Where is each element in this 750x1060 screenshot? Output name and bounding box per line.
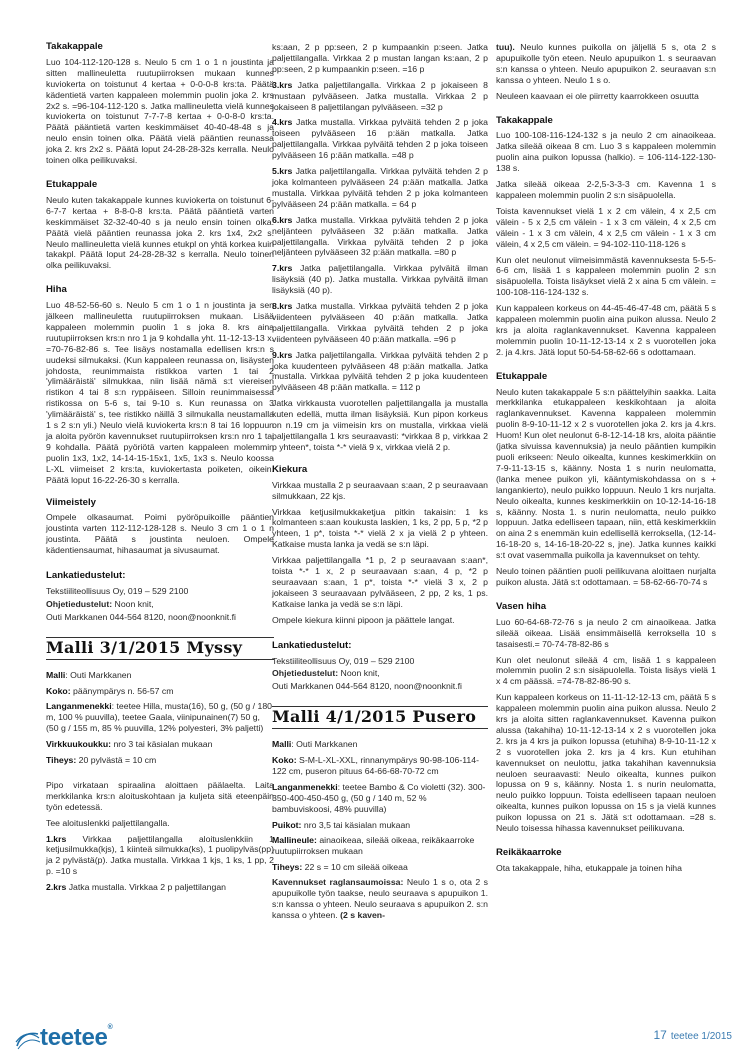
row-instruction: 4.krs Jatka mustalla. Virkkaa pylväitä tehden 2 p joka toiseen pylvääseen 16 p:ään matkalla. Jatka paljettilangalla. Virkkaa pylväitä tehden 2 p joka toiseen pylvääseen 16 p:ään matkalla. =48 p [272, 117, 488, 161]
paragraph: Luo 48-52-56-60 s. Neulo 5 cm 1 o 1 n joustinta ja sen jälkeen mallineuletta ruutupiirroksen mukaan. Lisää kappaleen molemmin puolin 1 s joka 8. krs aina ruutupiirroksen krs:n nro 1 ja 9 kohdalla yht. 11-12-13-13 x. =70-76-82-86 s. Tee lisäys nostamalla edellisen krs:n s uudeksi silmukaksi. (Kun kappaleen reunassa on, lisäysten johdosta, reunimmaista ristikkoa varten 1 tai 2 'ylimääräistä' silmukkaa, niin lisää nämä s:t viereisen ristikon 4 tai 8 s:n ryppäiseen. Silloin reunimmaisessa ristikossa on 5-6 s, tai 9-10 s. Kun reunassa on 3 'ylimääräistä' s, tee ristikko näillä 3 silmukalla neustamalla 1 s 2 s:n yli.) Neulo vielä kuviokerta krs:n 8 tai 16 loppuun ja aloita pyörön kavennukset ruutupiirroksen krs:n nro 1 tai 9 kohdalla. Päätä pyöriötä varten kappaleen molemmin puolin 1x3, 1x2, 14-14-15-15x1, 1x5, 1x3 s. Neulo koossa L-XL viimeiset 2 krs:ta, kuviokertasta poiketen, oikein. Päätä loput 16-22-26-30 s kerralla. [46, 300, 274, 485]
paragraph: Kun olet neulonut sileää 4 cm, lisää 1 s kappaleen molemmin puolin 2 s:n sisäpuolella. Toista lisäys vielä 1 x 4 cm päässä. =74-78-82-86-90 s. [496, 654, 716, 687]
paragraph: Virkkaa mustalla 2 p seuraavaan s:aan, 2 p seuraavaan silmukkaan, 22 kjs. [272, 479, 488, 501]
row-instruction: 2.krs Jatka mustalla. Virkkaa 2 p paljettilangan [46, 882, 226, 893]
issue-label: teetee 1/2015 [670, 1031, 732, 1042]
row-instruction: 8.krs Jatka mustalla. Virkkaa pylväitä tehden 2 p joka viidenteen pylvääseen 40 p:ään matkalla. Jatka paljettilangalla. Virkkaa pylväitä tehden 2 p joka viidenteen pylvääseen 40 p:ään matkalla. =96 p [272, 301, 488, 344]
pattern-title: Malli 3/1/2015 Myssy [46, 637, 243, 657]
row-instruction: 5.krs Jatka paljettilangalla. Virkkaa pylväitä tehden 2 p joka kolmanteen pylvääseen 24 p:ään matkalla. Jatka mustalla. Virkkaa pylväitä tehden 2 p joka kolmanteen pylvääseen 24 p:ään matkalla. = 64 p [272, 166, 488, 209]
contact-line: Tekstiiliteollisuus Oy, 019 – 529 2100 [46, 585, 189, 596]
heading-hiha: Hiha [46, 284, 67, 296]
heading-reikakaarroke: Reikäkaarroke [496, 847, 562, 858]
heading-etukappale: Etukappale [496, 370, 548, 382]
teetee-logo [14, 1022, 114, 1052]
column-2 [272, 42, 488, 926]
paragraph: Kun olet neulonut viimeisimmästä kavennuksesta 5-5-5-6-6 cm, lisää 1 s kappaleen molemmin puolin 2 s:n sisäpuolella. Toista lisäykset vielä 2 x aina 5 cm välein. = 100-108-116-124-132 s. [496, 254, 716, 298]
paragraph: Kun kappaleen korkeus on 44-45-46-47-48 cm, päätä 5 s kappaleen molemmin puolin aina puikon alussa. Neulo 2 krs ja aloita raglankavennukset. Kavenna kappaleen molemmin puolin 10-11-12-13-14 x 2 s vuorotellen joka 2. ja 4.krs. Jätä loput 50-54-58-62-66 s odottamaan. [496, 303, 716, 357]
pattern-title-bar [46, 637, 274, 660]
contact-line: Ohjetiedustelut: Noon knit, [272, 668, 380, 679]
contact-line: Ohjetiedustelut: Noon knit, [46, 598, 154, 609]
contact-line: Outi Markkanen 044-564 8120, noon@noonknit.fi [46, 611, 236, 622]
paragraph: tuu). Neulo kunnes puikolla on jäljellä 5 s, ota 2 s apupuikolle työn eteen. Neulo apupuikon 1. s seuraavan s:n kanssa o yhteen. Neulo apupuikon 2. seuraavan s:n kanssa o yhteen. Neulo 1 s o. [496, 42, 716, 85]
paragraph: Neulo kuten takakappale 5 s:n päättelyihin saakka. Laita merkkilanka etukappaleen keskikohtaan ja aloita raglankavennukset. Kavenna kappaleen molemmin puolin 8-9-10-11-12 x 2 s vuorotellen joka 2. krs ja 4.krs. Huom! Kun olet neulonut 6-8-12-14-18 krs, aloita pääntie (jatka sivuissa kavennuksia) ja neulo pääntien kumpikin puoli erikseen: Neulo oikealta, kunnes keskimerkkiin on 7-9-11-13-15 s, käänny. Nosta 1 s nurin neulomatta, (lanka menee puikon yli, kääntymiskohdassa on s + langankierto), neulo puikko loppuun. Neulo 1 krs nurjalta. Neulo oikealta, kunnes keskimerkkiin on 10-12-14-16-18 s, käänny. Nosta 1. s nurin neulomatta, neulo puikko loppuun. Jatka edelliseen tapaan, niin, että keskimerkkiin on aina 2 s enemmän kuin edellisellä kerroksella, (12-14-16-18-20 s, 14-16-18-20-22 s, jne). Jatka kunnes kaikki s:t ovat vasemmalla puikolla ja kavennukset on tehty. [496, 386, 716, 561]
row-instruction: 9.krs Jatka paljettilangalla. Virkkaa pylväitä tehden 2 p joka kuudenteen pylvääseen 48 p:ään matkalla. Jatka mustalla. Virkkaa pylväitä tehden 2 p joka kuudenteen pylvääseen 48 p:ään matkalla. = 112 p [272, 349, 488, 393]
heading-viimeistely: Viimeistely [46, 496, 96, 508]
paragraph: Toista kavennukset vielä 1 x 2 cm välein, 4 x 2,5 cm välein - 5 x 2,5 cm välein - 1 x 3 cm välein, 4 x 2,5 cm välein - 1 x 3 cm välein, 4 x 2,5 cm välein - 1 x 3 cm välein, 4 x 2,5 cm välein. = 94-102-110-118-126 s [496, 205, 716, 249]
heading-vasen-hiha: Vasen hiha [496, 600, 547, 612]
spec-tiheys: Tiheys: 22 s = 10 cm sileää oikeaa [272, 862, 408, 873]
spec-koko: Koko: S-M-L-XL-XXL, rinnanympärys 90-98-106-114-122 cm, puseron pituus 64-66-68-70-72 cm [272, 755, 479, 776]
logo-wordmark: teetee® [40, 1024, 113, 1051]
heading-takakappale: Takakappale [496, 114, 553, 126]
paragraph: Jatka virkkausta vuorotellen paljettilangalla ja mustalla kuten edellä, mutta ilman lisäyksiä. Kun pipon korkeus on n.19 cm ja viimeisin krs on mustalla, virkkaa vielä paljettilangalla 1 krs seuraavasti: *virkkaa 8 p, virkkaa 2 p yhteen*, toista *-* vielä 9 x, virkkaa vielä 2 p. [272, 398, 488, 452]
contact-line: Outi Markkanen 044-564 8120, noon@noonknit.fi [272, 681, 462, 692]
row-instruction: 7.krs Jatka paljettilangalla. Virkkaa pylväitä ilman lisäyksiä (40 p). Jatka mustalla. Virkkaa pylväitä ilman lisäyksiä (40 p). [272, 263, 488, 296]
heading-etukappale: Etukappale [46, 178, 98, 190]
column-1 [46, 42, 274, 898]
paragraph: Tee aloituslenkki paljettilangalla. [46, 817, 170, 828]
pattern-title: Malli 4/1/2015 Pusero [272, 707, 477, 727]
heading-kiekura: Kiekura [272, 463, 308, 475]
heading-takakappale: Takakappale [46, 41, 103, 52]
contact-block [46, 571, 274, 623]
paragraph: Pipo virkataan spiraalina aloittaen päälaelta. Laita merkkilanka krs:n aloituskohtaan ja kuljeta sitä eteenpäin työn edetessä. [46, 779, 274, 812]
paragraph: Ompele kiekura kiinni pipoon ja päättele langat. [272, 614, 455, 625]
spec-langanmenekki: Langanmenekki: teetee Bambo & Co violetti (32). 300-350-400-450-450 g, (50 g / 140 m, 52 % bambuviskoosi, 48% puuvilla) [272, 781, 486, 814]
page-number: 17 [653, 1028, 667, 1042]
paragraph: Luo 60-64-68-72-76 s ja neulo 2 cm ainaoikeaa. Jatka sileää oikeaa. Lisää ensimmäisellä kerroksella 10 s tasaisesti.= 70-74-78-82-86 s [496, 616, 716, 649]
paragraph: Virkkaa ketjusilmukkaketjua pitkin takaisin: 1 ks kolmanteen s:aan koukusta laskien, 1 ks, 2 pp, 5 p, *2 p yhteen, 1 p*, toista *-* vielä 2 x ja vielä 2 p yhteen. Katkaise musta lanka ja vedä se s:n läpi. [272, 506, 488, 550]
paragraph: Kun kappaleen korkeus on 11-11-12-12-13 cm, päätä 5 s kappaleen molemmin puolin aina puikon alussa. Neulo 2 krs ja aloita sitten raglankavennukset. Kavenna puikon alussa (takahiha) 10-11-12-13-14 x 2 s vuorotellen joka 2. krs ja 4 krs ja puikon lopussa (etuhiha) 8-9-10-11-12 x 2 s vuorotellen joka 2. krs ja 4 krs. Kun etuhihan kavennukset on neulottu, jatka takahihan kavennuksia neuloen seuraavasti: Neulo oikealta, kunnes puikon lopussa on 9 s, käänny. Nosta 1. s nurin neulomatta, neulo puikko loppuun. Toista edelliseen tapaan neuloen oikealta, kunnes puikon lopussa on 15 s ja vielä kunnes puikon lopussa on 21 s. Jätä s:t odottamaan. =28 s. Neulo toisessa hihassa kavennukset peilikuvana. [496, 692, 716, 834]
paragraph: Luo 104-112-120-128 s. Neulo 5 cm 1 o 1 n joustinta ja sitten mallineuletta ruutupiirroksen mukaan kunnes kuviokerta on toistunut 4 kertaa + 0-0-0-8 krs:ta. Päätä kädentietä varten kappaleen molemmin puolin joka 2. krs 2x2 s. =96-104-112-120 s. Jatka mallineuletta vielä kunnes kuviokerta on toistunut 7-7-7-8 kertaa + 0-0-8-0 krs:ta. Päätä pääntietä varten keskimmäiset 40-40-48-48 s ja neulo ensin toinen olka. Päätä vielä pääntien reunassa joka 2. krs 2x2 s. Päätä loput 24-28-28-32s kerralla. Neulo toinen olka peilikuvaksi. [46, 56, 274, 166]
paragraph: Neulo kuten takakappale kunnes kuviokerta on toistunut 6-6-7-7 kertaa + 8-8-0-8 krs:ta. Päätä pääntietä varten keskimmäiset 32-32-40-40 s ja neulo ensin toinen olka. Päätä vielä pääntien reunassa joka 2. krs 1x4, 2x2 s. Neulo mallineuletta vielä kunnes etukpl on yhtä korkea kuin takakpl. Päätä loput 24-28-28-32 s kerralla. Neulo toinen olka peilikuvaksi. [46, 194, 274, 271]
paragraph: Ompele olkasaumat. Poimi pyöröpuikoille pääntien joustinta varten 112-112-128-128 s. Neulo 3 cm 1 o 1 n joustinta. Päätä s joustinta neuloen. Ompele kädentiensaumat, hihasaumat ja sivusaumat. [46, 512, 274, 556]
column-3 [496, 42, 716, 879]
spec-langanmenekki: Langanmenekki: teetee Hilla, musta(16), 50 g, (50 g / 180 m, 100 % puuvilla), teetee Gaala, viinipunainen(7) 50 g, (50 g / 155 m, 85 % puuvilla, 12% polyesteri, 3% paljetti) [46, 701, 272, 734]
spec-kavennukset: Kavennukset raglansaumoissa: Neulo 1 s o, ota 2 s apupuikolle työn taakse, neulo seuraava s apupuikon 1. s:n kanssa o yhteen. Neulo seuraava s apupuikon 2. s:n kanssa o yhteen. (2 s kaven- [272, 877, 488, 920]
paragraph: ks:aan, 2 p pp:seen, 2 p kumpaankin p:seen. Jatka paljettilangalla. Virkkaa 2 p mustan langan ks:aan, 2 p pp:seen, 2 p kumpaankin p:seen. =16 p [272, 42, 488, 74]
spec-virkkuukoukku: Virkkuukoukku: nro 3 tai käsialan mukaan [46, 739, 213, 750]
page-footer [0, 1020, 750, 1060]
contact-line: Tekstiiliteollisuus Oy, 019 – 529 2100 [272, 655, 415, 666]
heading-lankatiedustelut: Lankatiedustelut: [46, 570, 126, 582]
yarn-swirl-icon [14, 1026, 42, 1052]
spec-malli: Malli: Outi Markkanen [46, 669, 132, 680]
page-info [653, 1028, 732, 1042]
spec-tiheys: Tiheys: 20 pylvästä = 10 cm [46, 755, 157, 766]
paragraph: Neuleen kaavaan ei ole piirretty kaarrokkeen osuutta [496, 90, 699, 101]
pattern-title-bar [272, 706, 488, 729]
paragraph: Luo 100-108-116-124-132 s ja neulo 2 cm ainaoikeaa. Jatka sileää oikeaa 8 cm. Luo 3 s kappaleen molemmin puolin aina puikon lopussa (halkio). = 106-114-122-130-138 s. [496, 130, 716, 174]
paragraph: Ota takakappale, hiha, etukappale ja toinen hiha [496, 862, 682, 873]
spec-puikot: Puikot: nro 3,5 tai käsialan mukaan [272, 819, 411, 830]
row-instruction: 3.krs Jatka paljettilangalla. Virkkaa 2 p jokaiseen 8 mustaan pylvääseen. Jatka mustalla. Virkkaa 2 p jokaiseen 8 paljettilangan pylvääseen. =32 p [272, 79, 488, 112]
row-instruction: 6.krs Jatka mustalla. Virkkaa pylväitä tehden 2 p joka neljänteen pylvääseen 32 p:ään matkalla. Jatka paljettilangalla. Virkkaa pylväitä tehden 2 p joka neljänteen pylvääseen 32 p:ään matkalla. =80 p [272, 214, 488, 258]
spec-koko: Koko: päänympärys n. 56-57 cm [46, 685, 174, 696]
contact-block [272, 641, 488, 693]
spec-mallineule: Mallineule: ainaoikeaa, sileää oikeaa, reikäkaarroke ruutupiirroksen mukaan [272, 835, 475, 857]
row-instruction: 1.krs Virkkaa paljettilangalla aloituslenkkiin 1 ketjusilmukka(kjs), 1 kiinteä silmukka(ks), 1 puolipylväs(pp) ja 2 pylvästä(p). Jatka mustalla. Virkkaa 1 kjs, 1 ks, 1 pp, 2 p. =10 s [46, 833, 274, 877]
spec-malli: Malli: Outi Markkanen [272, 739, 358, 750]
heading-lankatiedustelut: Lankatiedustelut: [272, 639, 352, 651]
paragraph: Jatka sileää oikeaa 2-2,5-3-3-3 cm. Kavenna 1 s kappaleen molemmin puolin 2 s:n sisäpuolella. [496, 179, 716, 200]
paragraph: Neulo toinen pääntien puoli peilikuvana aloittaen nurjalta puikon alusta. Jätä s:t odottamaan. = 58-62-66-70-74 s [496, 566, 716, 587]
paragraph: Virkkaa paljettilangalla *1 p, 2 p seuraavaan s:aan*, toista *-* 1 x, 2 p seuraavaan s:aan, 4 p, *2 p seuraavaan s:aan, 1 p*, toista *-* vielä 3 x, 2 p jokaiseen 3 seuraavaan pylvääseen, 2 pp, 2 ks, 1 ps. Katkaise lanka ja vedä se s:n läpi. [272, 555, 488, 609]
